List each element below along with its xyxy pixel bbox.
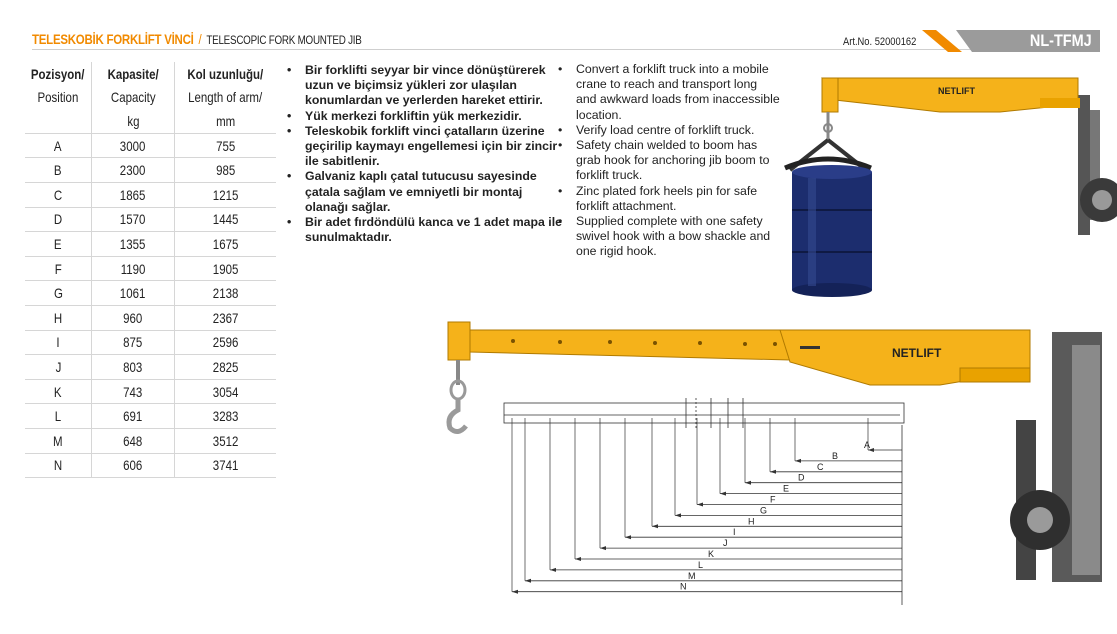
dimension-label: A <box>864 440 871 450</box>
bullet-item: • Supplied complete with one safety swivel hook with a bow shackle and one rigid hook. <box>558 214 780 260</box>
dimension-arrowhead <box>525 579 531 583</box>
table-cell: 1865 <box>92 182 175 207</box>
dimension-arrowhead <box>625 535 631 539</box>
table-cell: 691 <box>92 404 175 429</box>
dimension-arrowhead <box>575 557 581 561</box>
table-cell: 743 <box>92 379 175 404</box>
bullet-item: • Safety chain welded to boom has grab hook for anchoring jib boom to forklift truck. <box>558 138 780 184</box>
table-cell: L <box>25 404 92 429</box>
dimension-arrowhead <box>720 492 726 496</box>
table-cell: J <box>25 355 92 380</box>
table-cell: 960 <box>92 305 175 330</box>
title-separator: / <box>198 31 202 47</box>
dimension-label: G <box>760 505 768 516</box>
table-cell: B <box>25 158 92 183</box>
bullet-item: • Zinc plated fork heels pin for safe forklift attachment. <box>558 184 780 214</box>
bullet-item: • Bir adet fırdöndülü kanca ve 1 adet mapa ile sunulmaktadır. <box>287 215 562 245</box>
dimension-label: K <box>708 549 715 559</box>
dimension-arrowhead <box>697 503 703 507</box>
dimension-arrowhead <box>795 459 801 463</box>
dimension-label: N <box>680 581 687 592</box>
table-header-cell: Length of arm/ <box>175 86 277 110</box>
table-cell: 3054 <box>175 379 277 404</box>
dimension-label: H <box>748 516 755 527</box>
jib-boom-small <box>822 78 1080 140</box>
brand-label-small: NETLIFT <box>938 86 975 96</box>
table-cell: N <box>25 453 92 478</box>
dimension-label: C <box>817 461 824 472</box>
dimension-arrowhead <box>512 590 518 594</box>
table-cell: 1355 <box>92 232 175 257</box>
table-header-cell: Kapasite/ <box>92 62 175 86</box>
dimension-arrowhead <box>600 546 606 550</box>
title-english: TELESCOPIC FORK MOUNTED JIB <box>206 33 362 47</box>
bullet-item: • Verify load centre of forklift truck. <box>558 123 780 138</box>
table-cell: 1190 <box>92 256 175 281</box>
table-cell: 1061 <box>92 281 175 306</box>
table-header-cell: Pozisyon/ <box>31 65 85 82</box>
bullet-item: • Convert a forklift truck into a mobile crane to reach and transport long and awkward loads from inaccessible location. <box>558 62 780 123</box>
table-cell: 2367 <box>175 305 277 330</box>
brand-label-large: NETLIFT <box>892 346 942 360</box>
jib-boom-large <box>448 322 1030 385</box>
dimension-arrowhead <box>550 568 556 572</box>
table-cell: 3741 <box>175 453 277 478</box>
dimension-arrowhead <box>652 524 658 528</box>
blue-drum <box>792 165 872 297</box>
table-cell: 2138 <box>175 281 277 306</box>
table-cell: H <box>25 305 92 330</box>
table-cell: D <box>25 207 92 232</box>
bullet-item: • Yük merkezi forkliftin yük merkezidir. <box>287 109 562 124</box>
dimension-label: M <box>688 570 696 581</box>
table-cell: 1215 <box>175 182 277 207</box>
dimension-label: I <box>733 527 736 538</box>
dimension-label: D <box>798 472 805 483</box>
table-cell: I <box>25 330 92 355</box>
dimension-label: B <box>832 450 839 461</box>
table-cell: G <box>25 281 92 306</box>
forklift-photo-top <box>1078 95 1117 235</box>
table-header-cell: Position <box>37 89 79 106</box>
bullet-item: • Galvaniz kaplı çatal tutucusu sayesinde çatala sağlam ve emniyetli bir montaj olanağı sağlar. <box>287 169 562 215</box>
table-cell: 3512 <box>175 428 277 453</box>
dimension-label: L <box>698 559 704 570</box>
table-cell: 875 <box>92 330 175 355</box>
dimension-arrowhead <box>675 513 681 517</box>
dimension-label: J <box>723 538 728 549</box>
dimension-label: E <box>783 483 790 494</box>
table-cell: 3283 <box>175 404 277 429</box>
table-cell: K <box>25 379 92 404</box>
dimension-arrowhead <box>745 481 751 485</box>
table-cell: 2300 <box>92 158 175 183</box>
product-code: NL-TFMJ <box>1030 31 1092 50</box>
dimension-drawing <box>504 398 904 428</box>
table-cell: 1445 <box>175 207 277 232</box>
table-header-cell: mm <box>175 109 277 133</box>
table-cell: C <box>25 182 92 207</box>
table-cell: 1570 <box>92 207 175 232</box>
table-cell: M <box>25 428 92 453</box>
table-header-cell: Capacity <box>92 86 175 110</box>
table-cell: 2596 <box>175 330 277 355</box>
dimension-label: F <box>770 494 776 505</box>
table-cell: F <box>25 256 92 281</box>
table-cell: 755 <box>175 133 277 158</box>
article-number: Art.No. 52000162 <box>843 36 917 48</box>
dimension-lines <box>512 418 902 605</box>
bullet-item: • Teleskobik forklift vinci çatalların üzerine geçirilip kaymayı engellemesi için bir zincir ile sabitlenir. <box>287 124 562 170</box>
table-cell: 985 <box>175 158 277 183</box>
table-cell: 2825 <box>175 355 277 380</box>
table-cell: E <box>25 232 92 257</box>
table-cell: 3000 <box>92 133 175 158</box>
table-cell: 1675 <box>175 232 277 257</box>
table-cell: A <box>25 133 92 158</box>
table-header-cell: kg <box>92 109 175 133</box>
swivel-hook <box>449 360 466 432</box>
title-turkish: TELESKOBİK FORKLİFT VİNCİ <box>32 31 194 47</box>
table-cell: 803 <box>92 355 175 380</box>
dimension-arrowhead <box>770 470 776 474</box>
bullet-item: • Bir forklifti seyyar bir vince dönüştürerek uzun ve biçimsiz yükleri zor ulaşılan konumlardan ve yerlerden hareket ettirir. <box>287 63 562 109</box>
table-cell: 606 <box>92 453 175 478</box>
table-header-cell: Kol uzunluğu/ <box>175 62 277 86</box>
table-cell: 1905 <box>175 256 277 281</box>
table-cell: 648 <box>92 428 175 453</box>
